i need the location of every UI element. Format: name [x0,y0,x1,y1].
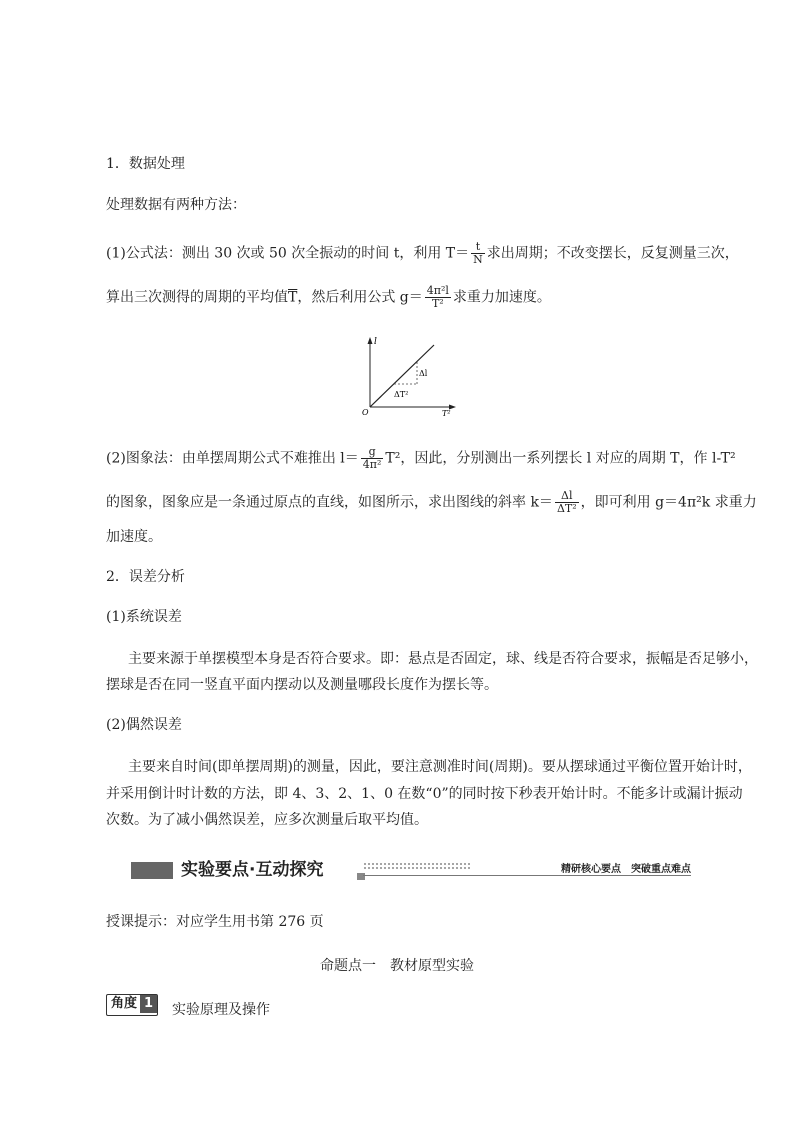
axis-y-label: l [374,337,377,347]
fraction-t-over-n: $\frac{t}{N}$ [473,240,483,266]
formula-method-line-1: (1)公式法：测出 30 次或 50 次全振动的时间 t，利用 T＝ $\frac{t}{N}$ 求出周期；不改变摆长，反复测量三次， [106,240,739,266]
systematic-error-text-1: 主要来源于单摆模型本身是否符合要求。即：悬点是否固定，球、线是否符合要求，振幅是否足够小， [128,651,758,667]
banner-rule [363,875,691,876]
random-error-text-3: 次数。为了减小偶然误差，应多次测量后取平均值。 [106,812,428,828]
banner-dot-pattern [363,862,471,871]
angle-badge: 角度 1 [106,994,158,1016]
l-t2-graph [360,335,460,417]
angle-title: 实验原理及操作 [172,1002,270,1018]
systematic-error-title: (1)系统误差 [106,609,182,625]
graph-method-line-2: 的图象，图象应是一条通过原点的直线，如图所示，求出图线的斜率 k＝ $\frac{\Delta l}{\text{ΔT²}}$ ，即可利用 g＝4π²k 求重力 [106,489,757,515]
delta-l-label: Δl [419,369,428,378]
origin-label: O [362,408,369,417]
formula-method-line-2: 算出三次测得的周期的平均值$\overline{T}$，然后利用公式 g＝ $\frac{\text{4π²l}}{\text{T²}}$ 求重力加速度。 [106,284,551,310]
teaching-hint: 授课提示：对应学生用书第 276 页 [106,914,324,930]
section-heading-error-analysis: 2．误差分析 [106,569,185,585]
random-error-title: (2)偶然误差 [106,717,182,733]
banner-subtitle: 精研核心要点 突破重点难点 [561,864,691,875]
section-heading-data-processing: 1．数据处理 [106,156,185,172]
systematic-error-text-2: 摆球是否在同一竖直平面内摆动以及测量哪段长度作为摆长等。 [106,677,498,693]
banner-block [131,862,173,879]
proposition-title: 命题点一 教材原型实验 [320,958,474,974]
fraction-g-over-4pi2: $\frac{g}{\text{4π²}}$ [362,445,382,471]
random-error-text-2: 并采用倒计时计数的方法，即 4、3、2、1、0 在数“0”的同时按下秒表开始计时。不能多计或漏计振动 [106,786,743,802]
banner-title: 实验要点·互动探究 [181,860,324,880]
axis-x-label: T² [442,409,451,417]
section-banner [131,858,691,882]
graph-method-line-1: (2)图象法：由单摆周期公式不难推出 l＝ $\frac{g}{\text{4π²}}$ T²，因此，分别测出一系列摆长 l 对应的周期 T，作 l-T² [106,445,736,471]
delta-t2-label: ΔT² [394,390,409,399]
fraction-slope-k: $\frac{\Delta l}{\text{ΔT²}}$ [556,489,577,515]
graph-method-line-3: 加速度。 [106,529,162,545]
fraction-g-formula: $\frac{\text{4π²l}}{\text{T²}}$ [426,284,449,310]
overline-t-bar: $\overline{T}$ [288,289,298,306]
random-error-text-1: 主要来自时间(即单摆周期)的测量，因此，要注意测准时间(周期)。要从摆球通过平衡位置开始计时， [128,759,752,775]
intro-text: 处理数据有两种方法： [106,197,246,213]
